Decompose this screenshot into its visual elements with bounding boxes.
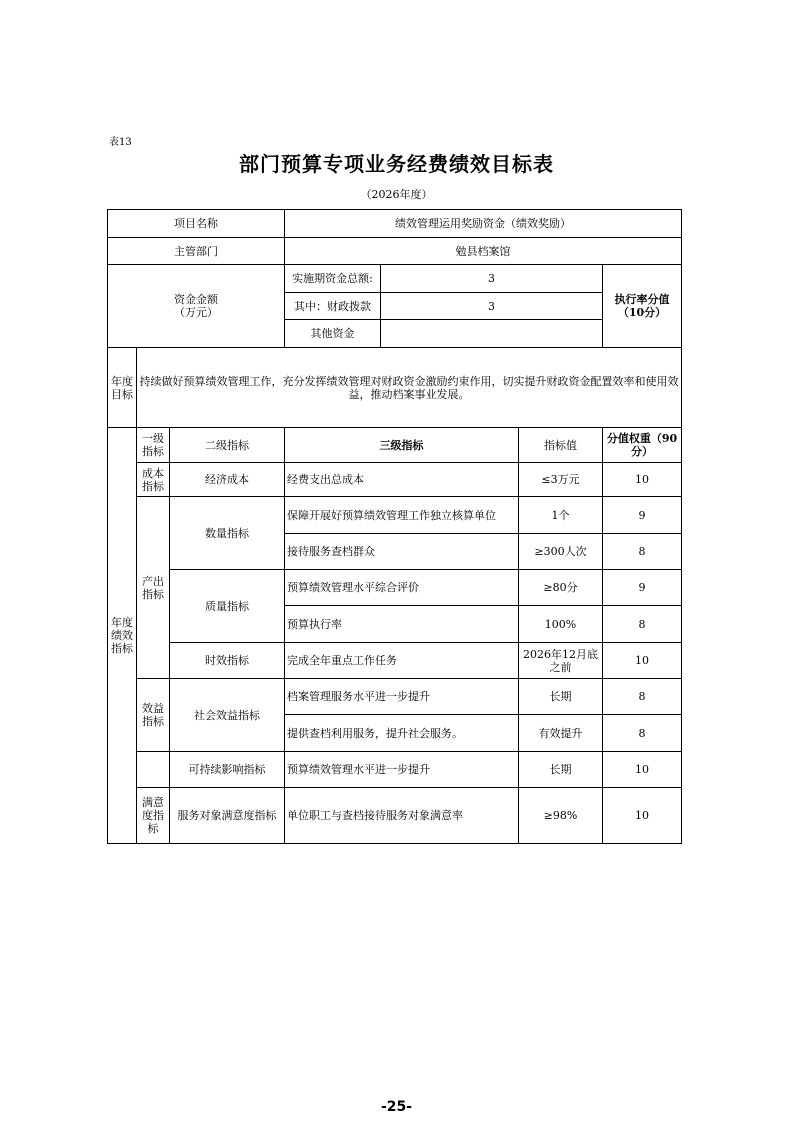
- header-weight: 分值权重（90分）: [603, 428, 682, 463]
- sustain-level3: 预算绩效管理水平进一步提升: [285, 752, 519, 788]
- social-1-weight: 8: [603, 679, 682, 715]
- dept-value: 勉县档案馆: [285, 238, 682, 265]
- page-title: 部门预算专项业务经费绩效目标表: [239, 152, 554, 176]
- timeliness-weight: 10: [603, 643, 682, 679]
- dept-label: 主管部门: [108, 238, 285, 265]
- satisfaction-level3: 单位职工与查档接待服务对象满意率: [285, 788, 519, 844]
- quantity-2-value: ≥300人次: [519, 534, 603, 570]
- table-label: 表13: [109, 137, 132, 148]
- row-satisfaction: [108, 788, 682, 844]
- header-level3: 三级指标: [285, 428, 519, 463]
- fiscal-value: 3: [381, 293, 603, 320]
- row-annual-goal: [108, 348, 682, 428]
- social-2-weight: 8: [603, 715, 682, 752]
- social-2-level3: 提供查档利用服务，提升社会服务。: [285, 715, 519, 752]
- quantity-2-weight: 8: [603, 534, 682, 570]
- row-cost: [108, 463, 682, 497]
- quality-1-weight: 9: [603, 570, 682, 606]
- total-value: 3: [381, 265, 603, 293]
- cost-level3: 经费支出总成本: [285, 463, 519, 497]
- row-quality-1: [108, 570, 682, 606]
- fiscal-label: 其中：财政拨款: [285, 293, 381, 320]
- project-name-label: 项目名称: [108, 210, 285, 238]
- quantity-1-level3: 保障开展好预算绩效管理工作独立核算单位: [285, 497, 519, 534]
- quality-level2: 质量指标: [170, 570, 285, 643]
- year-label: （2026年度）: [360, 188, 433, 201]
- fund-label: 资金金额: [174, 293, 218, 306]
- performance-table: [107, 209, 682, 844]
- sustain-level2: 可持续影响指标: [170, 752, 285, 788]
- social-1-value: 长期: [519, 679, 603, 715]
- quantity-1-weight: 9: [603, 497, 682, 534]
- goal-text: 持续做好预算绩效管理工作，充分发挥绩效管理对财政资金激励约束作用，切实提升财政资金配置效率和使用效益，推动档案事业发展。: [137, 348, 682, 428]
- quantity-1-value: 1个: [519, 497, 603, 534]
- cost-level2: 经济成本: [170, 463, 285, 497]
- fund-unit: （万元）: [174, 306, 218, 319]
- quality-2-weight: 8: [603, 606, 682, 643]
- timeliness-level3: 完成全年重点工作任务: [285, 643, 519, 679]
- header-level2: 二级指标: [170, 428, 285, 463]
- sustain-level1: [137, 752, 170, 788]
- project-name-value: 绩效管理运用奖励资金（绩效奖励）: [285, 210, 682, 238]
- timeliness-level2: 时效指标: [170, 643, 285, 679]
- satisfaction-level2: 服务对象满意度指标: [170, 788, 285, 844]
- sustain-value: 长期: [519, 752, 603, 788]
- row-quantity-1: [108, 497, 682, 534]
- indicators-section-label: 年度绩效指标: [108, 428, 137, 844]
- other-label: 其他资金: [285, 320, 381, 348]
- other-value: [381, 320, 603, 348]
- page-number: -25-: [380, 1099, 413, 1115]
- cost-value: ≤3万元: [519, 463, 603, 497]
- social-2-value: 有效提升: [519, 715, 603, 752]
- quality-1-value: ≥80分: [519, 570, 603, 606]
- output-level1: 产出指标: [137, 497, 170, 679]
- row-department: [108, 238, 682, 265]
- header-level1: 一级指标: [137, 428, 170, 463]
- quantity-level2: 数量指标: [170, 497, 285, 570]
- row-social-1: [108, 679, 682, 715]
- quantity-2-level3: 接待服务查档群众: [285, 534, 519, 570]
- exec-rate-label: 执行率分值（10分）: [603, 265, 682, 348]
- row-timeliness: [108, 643, 682, 679]
- quality-2-level3: 预算执行率: [285, 606, 519, 643]
- sustain-weight: 10: [603, 752, 682, 788]
- header-value: 指标值: [519, 428, 603, 463]
- row-indicator-header: [108, 428, 682, 463]
- goal-label: 年度目标: [108, 348, 137, 428]
- timeliness-value: 2026年12月底之前: [519, 643, 603, 679]
- row-sustain: [108, 752, 682, 788]
- row-project-name: [108, 210, 682, 238]
- satisfaction-value: ≥98%: [519, 788, 603, 844]
- satisfaction-weight: 10: [603, 788, 682, 844]
- cost-level1: 成本指标: [137, 463, 170, 497]
- quality-1-level3: 预算绩效管理水平综合评价: [285, 570, 519, 606]
- fund-label-cell: [108, 265, 285, 348]
- benefit-level1: 效益指标: [137, 679, 170, 752]
- quality-2-value: 100%: [519, 606, 603, 643]
- total-label: 实施期资金总额:: [285, 265, 381, 293]
- row-fund-total: [108, 265, 682, 293]
- cost-weight: 10: [603, 463, 682, 497]
- satisfaction-level1: 满意度指标: [137, 788, 170, 844]
- social-level2: 社会效益指标: [170, 679, 285, 752]
- social-1-level3: 档案管理服务水平进一步提升: [285, 679, 519, 715]
